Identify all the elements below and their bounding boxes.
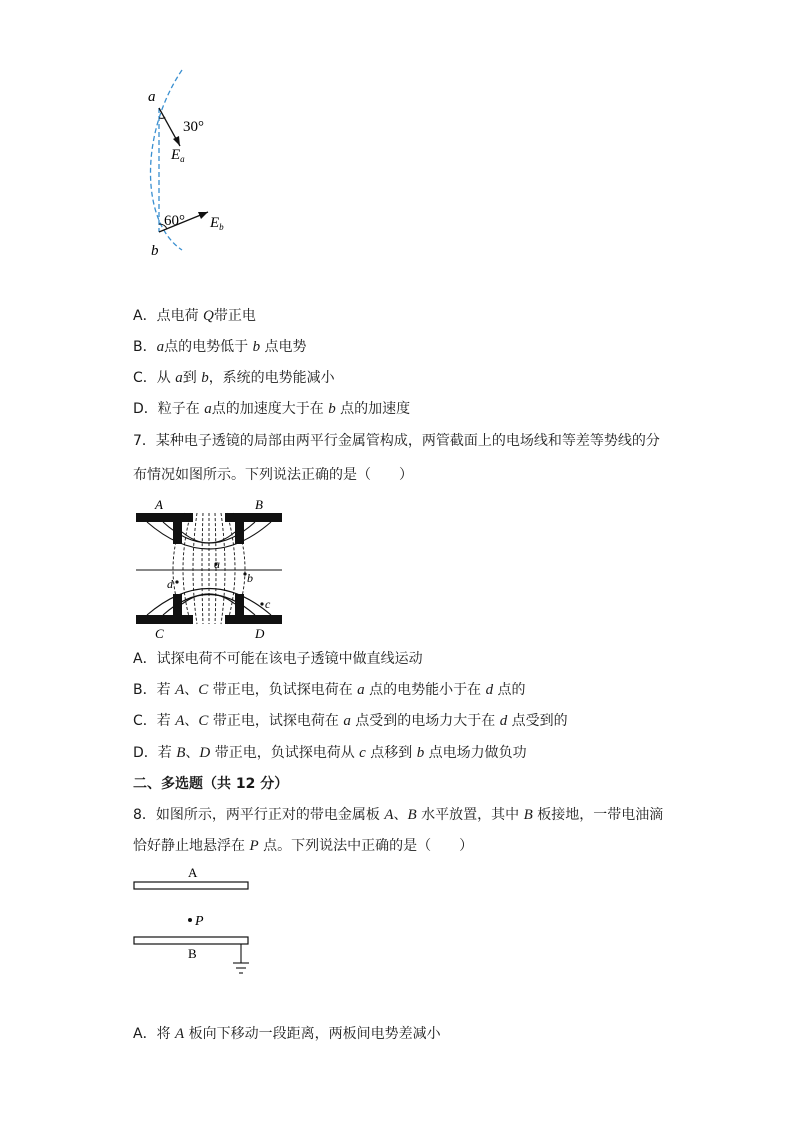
electron-lens-figure bbox=[133, 496, 285, 642]
label-point-d: d bbox=[167, 577, 173, 591]
q8-option-a: A．将 A 板向下移动一段距离，两板间电势差减小 bbox=[133, 1026, 441, 1042]
label-plate-a: A bbox=[155, 497, 163, 512]
angle-30-label: 30° bbox=[183, 119, 204, 135]
plate-b bbox=[134, 937, 248, 944]
eb-arrow-head bbox=[198, 212, 208, 219]
label-plate-a: A bbox=[188, 865, 198, 880]
q6-option-d: D．粒子在 a点的加速度大于在 b 点的加速度 bbox=[133, 401, 411, 417]
plate-d-stem bbox=[235, 594, 244, 615]
q6-option-c: C．从 a到 b，系统的电势能减小 bbox=[133, 370, 335, 386]
label-point-a: a bbox=[214, 557, 220, 571]
q7-option-a: A．试探电荷不可能在该电子透镜中做直线运动 bbox=[133, 651, 423, 667]
field-diagram-figure bbox=[140, 62, 250, 262]
label-b: b bbox=[151, 243, 159, 259]
q8-stem-line2: 恰好静止地悬浮在 P 点。下列说法中正确的是（ ） bbox=[133, 838, 474, 854]
ground-symbol bbox=[233, 944, 249, 973]
parallel-plates-figure bbox=[133, 864, 253, 979]
plate-a bbox=[134, 882, 248, 889]
q6-option-b: B．a点的电势低于 b 点电势 bbox=[133, 339, 307, 355]
q7-option-d: D．若 B、D 带正电，负试探电荷从 c 点移到 b 点电场力做负功 bbox=[133, 745, 527, 761]
label-a: a bbox=[148, 89, 156, 105]
ea-arrow-head bbox=[173, 136, 180, 146]
field-lines bbox=[173, 513, 245, 624]
ea-label: $E_a$ bbox=[171, 147, 185, 164]
label-point-c: c bbox=[265, 597, 271, 611]
q7-option-c: C．若 A、C 带正电，试探电荷在 a 点受到的电场力大于在 d 点受到的 bbox=[133, 713, 568, 729]
angle-60-label: 60° bbox=[164, 213, 185, 229]
q6-option-a: A．点电荷 Q带正电 bbox=[133, 308, 256, 324]
label-point-p: P bbox=[195, 914, 204, 929]
eb-label: $E_b$ bbox=[210, 215, 224, 232]
point-c bbox=[260, 602, 263, 605]
q7-option-b: B．若 A、C 带正电，负试探电荷在 a 点的电势能小于在 d 点的 bbox=[133, 682, 526, 698]
q8-stem-line1: 8．如图所示，两平行正对的带电金属板 A、B 水平放置，其中 B 板接地，一带电油滴 bbox=[133, 807, 664, 823]
q7-stem-line2: 布情况如图所示。下列说法正确的是（ ） bbox=[133, 467, 413, 483]
section-heading-multi-choice: 二、多选题（共 12 分） bbox=[133, 776, 289, 792]
q7-stem-line1: 7．某种电子透镜的局部由两平行金属管构成，两管截面上的电场线和等差等势线的分 bbox=[133, 433, 660, 449]
label-plate-d: D bbox=[255, 626, 265, 641]
point-p bbox=[188, 918, 192, 922]
label-plate-c: C bbox=[155, 626, 164, 641]
label-plate-b: B bbox=[255, 497, 263, 512]
point-d bbox=[175, 580, 178, 583]
label-plate-b: B bbox=[188, 946, 197, 961]
label-point-b: b bbox=[247, 571, 253, 585]
